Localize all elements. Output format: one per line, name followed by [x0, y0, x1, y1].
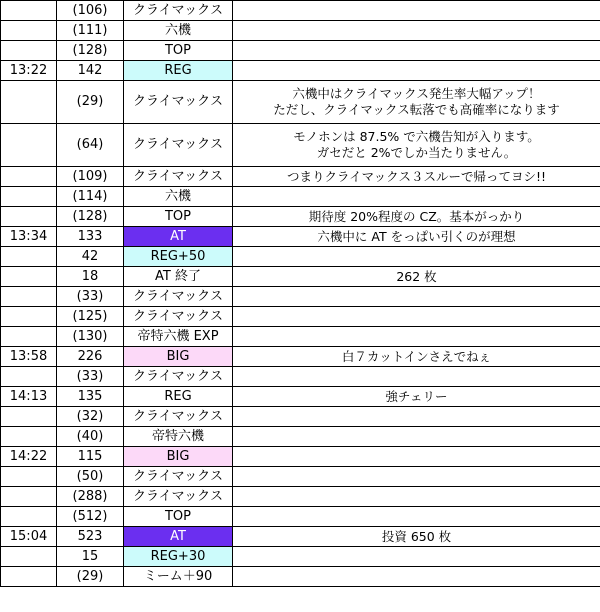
table-row: [1, 487, 600, 507]
event-cell: 六機: [124, 21, 233, 41]
spin-count-cell: 15: [57, 547, 124, 567]
table-row: [1, 547, 600, 567]
time-cell: 14:22: [1, 447, 57, 467]
note-cell: [233, 287, 600, 307]
spin-count-cell: (33): [57, 367, 124, 387]
event-cell: TOP: [124, 207, 233, 227]
spin-count-cell: (512): [57, 507, 124, 527]
event-cell: クライマックス: [124, 287, 233, 307]
table-row: [1, 207, 600, 227]
table-row: [1, 167, 600, 187]
event-cell: クライマックス: [124, 487, 233, 507]
note-cell: つまりクライマックス３スルーで帰ってヨシ!!: [233, 167, 600, 187]
event-cell: クライマックス: [124, 167, 233, 187]
table-row: [1, 267, 600, 287]
time-cell: [1, 207, 57, 227]
note-cell: [233, 41, 600, 61]
spin-count-cell: (128): [57, 207, 124, 227]
note-cell: [233, 547, 600, 567]
table-row: [1, 467, 600, 487]
note-cell: [233, 407, 600, 427]
spin-count-cell: (114): [57, 187, 124, 207]
note-cell: [233, 567, 600, 587]
event-cell: クライマックス: [124, 467, 233, 487]
spin-count-cell: 226: [57, 347, 124, 367]
note-cell: 期待度 20%程度の CZ。基本がっかり: [233, 207, 600, 227]
spin-count-cell: 133: [57, 227, 124, 247]
table-row: [1, 307, 600, 327]
spin-count-cell: 142: [57, 61, 124, 81]
table-row: [1, 507, 600, 527]
table-row: [1, 187, 600, 207]
event-cell: AT: [124, 227, 233, 247]
event-cell: クライマックス: [124, 367, 233, 387]
spin-count-cell: (111): [57, 21, 124, 41]
time-cell: [1, 21, 57, 41]
time-cell: 14:13: [1, 387, 57, 407]
spin-count-cell: (40): [57, 427, 124, 447]
event-cell: AT: [124, 527, 233, 547]
event-cell: クライマックス: [124, 1, 233, 21]
event-cell: TOP: [124, 41, 233, 61]
spin-count-cell: 523: [57, 527, 124, 547]
spin-count-cell: (33): [57, 287, 124, 307]
spin-count-cell: (32): [57, 407, 124, 427]
table-row: [1, 407, 600, 427]
spin-count-cell: (125): [57, 307, 124, 327]
table-row: [1, 124, 600, 167]
time-cell: [1, 427, 57, 447]
event-cell: クライマックス: [124, 81, 233, 124]
spin-count-cell: (50): [57, 467, 124, 487]
note-cell: [233, 61, 600, 81]
note-cell: [233, 447, 600, 467]
note-cell: 262 枚: [233, 267, 600, 287]
note-cell: [233, 307, 600, 327]
time-cell: [1, 507, 57, 527]
event-cell: 六機: [124, 187, 233, 207]
note-cell: 六機中に AT をっぱい引くのが理想: [233, 227, 600, 247]
spin-count-cell: (128): [57, 41, 124, 61]
time-cell: 15:04: [1, 527, 57, 547]
note-cell: [233, 507, 600, 527]
table-row: [1, 527, 600, 547]
table-row: [1, 41, 600, 61]
play-log-body: [1, 1, 600, 587]
time-cell: [1, 547, 57, 567]
note-cell: 強チェリー: [233, 387, 600, 407]
event-cell: REG: [124, 387, 233, 407]
event-cell: AT 終了: [124, 267, 233, 287]
event-cell: 帝特六機: [124, 427, 233, 447]
time-cell: [1, 567, 57, 587]
spin-count-cell: 42: [57, 247, 124, 267]
time-cell: [1, 407, 57, 427]
note-cell: [233, 1, 600, 21]
time-cell: [1, 81, 57, 124]
note-cell: [233, 21, 600, 41]
table-row: [1, 387, 600, 407]
event-cell: BIG: [124, 447, 233, 467]
note-cell: [233, 367, 600, 387]
time-cell: [1, 287, 57, 307]
spin-count-cell: (29): [57, 81, 124, 124]
time-cell: [1, 167, 57, 187]
time-cell: [1, 487, 57, 507]
note-cell: 六機中はクライマックス発生率大幅アップ！ ただし、クライマックス転落でも高確率になります: [233, 81, 600, 124]
time-cell: [1, 367, 57, 387]
note-cell: 白７カットインさえでねぇ: [233, 347, 600, 367]
time-cell: [1, 1, 57, 21]
time-cell: [1, 467, 57, 487]
table-row: [1, 61, 600, 81]
event-cell: TOP: [124, 507, 233, 527]
event-cell: REG+30: [124, 547, 233, 567]
time-cell: [1, 41, 57, 61]
note-cell: 投資 650 枚: [233, 527, 600, 547]
table-row: [1, 21, 600, 41]
time-cell: 13:22: [1, 61, 57, 81]
time-cell: [1, 267, 57, 287]
note-cell: [233, 427, 600, 447]
table-row: [1, 447, 600, 467]
spin-count-cell: (130): [57, 327, 124, 347]
table-row: [1, 81, 600, 124]
event-cell: クライマックス: [124, 307, 233, 327]
note-cell: [233, 247, 600, 267]
time-cell: [1, 247, 57, 267]
note-cell: [233, 327, 600, 347]
spin-count-cell: (109): [57, 167, 124, 187]
spin-count-cell: 18: [57, 267, 124, 287]
table-row: [1, 227, 600, 247]
time-cell: [1, 327, 57, 347]
table-row: [1, 427, 600, 447]
time-cell: 13:58: [1, 347, 57, 367]
spin-count-cell: (106): [57, 1, 124, 21]
note-cell: モノホンは 87.5% で六機告知が入ります。 ガセだと 2%でしか当たりません。: [233, 124, 600, 167]
event-cell: BIG: [124, 347, 233, 367]
table-row: [1, 327, 600, 347]
note-cell: [233, 187, 600, 207]
spin-count-cell: (29): [57, 567, 124, 587]
time-cell: 13:34: [1, 227, 57, 247]
event-cell: REG: [124, 61, 233, 81]
table-row: [1, 1, 600, 21]
event-cell: クライマックス: [124, 407, 233, 427]
time-cell: [1, 124, 57, 167]
time-cell: [1, 187, 57, 207]
table-row: [1, 287, 600, 307]
table-row: [1, 367, 600, 387]
note-cell: [233, 467, 600, 487]
event-cell: クライマックス: [124, 124, 233, 167]
spin-count-cell: (288): [57, 487, 124, 507]
note-cell: [233, 487, 600, 507]
table-row: [1, 247, 600, 267]
spin-count-cell: (64): [57, 124, 124, 167]
event-cell: REG+50: [124, 247, 233, 267]
table-row: [1, 347, 600, 367]
table-row: [1, 567, 600, 587]
event-cell: 帝特六機 EXP: [124, 327, 233, 347]
event-cell: ミーム＋90: [124, 567, 233, 587]
spin-count-cell: 135: [57, 387, 124, 407]
time-cell: [1, 307, 57, 327]
spin-count-cell: 115: [57, 447, 124, 467]
